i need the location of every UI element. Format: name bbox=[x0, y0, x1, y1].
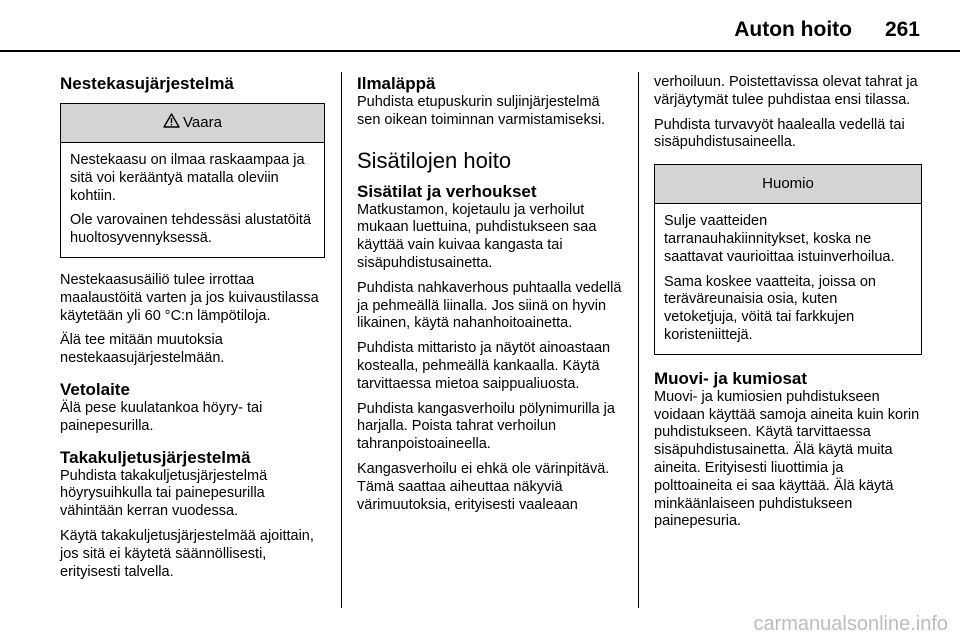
warning-box-title: Vaara bbox=[183, 114, 222, 132]
warning-box-body bbox=[61, 143, 324, 257]
note-paragraph: Sama koskee vaatteita, joissa on teräväreunaisia osia, kuten vetoketjuja, vöitä tai farkkujen koristeniittejä. bbox=[664, 273, 876, 343]
page-number: 261 bbox=[884, 18, 920, 41]
column-3 bbox=[654, 74, 922, 538]
column-2 bbox=[357, 74, 622, 521]
body-paragraph: Älä tee mitään muutoksia nestekaasujärjestelmään. bbox=[60, 332, 225, 367]
section-heading-nestekaasujarjestelma: Nestekasujärjestelmä bbox=[60, 74, 234, 93]
subheading-vetolaite: Vetolaite bbox=[60, 379, 130, 399]
body-paragraph: Puhdista kangasverhoilu pölynimurilla ja harjalla. Poista tahrat verhoilun tahranpoistoaineella. bbox=[357, 400, 615, 453]
note-box-title: Huomio bbox=[762, 175, 814, 193]
note-box-header bbox=[655, 165, 921, 204]
section-heading-sisatilojen-hoito: Sisätilojen hoito bbox=[357, 147, 512, 173]
subheading-ilmalappa: Ilmaläppä bbox=[357, 74, 436, 93]
body-paragraph: Älä pese kuulatankoa höyry- tai painepesurilla. bbox=[60, 399, 263, 434]
subheading-sisatilat: Sisätilat ja verhoukset bbox=[357, 181, 537, 201]
column-divider bbox=[638, 72, 639, 608]
note-paragraph: Sulje vaatteiden tarranauhakiinnitykset, koska ne saattavat vaurioittaa istuinverhoilua. bbox=[664, 213, 895, 265]
page-header bbox=[0, 0, 960, 60]
body-paragraph: Nestekaasusäiliö tulee irrottaa maalaustöitä varten ja jos kuivaustilassa käytetään yli 60 °C:n lämpötiloja. bbox=[60, 271, 319, 324]
warning-paragraph: Nestekaasu on ilmaa raskaampaa ja sitä voi kerääntyä matalla oleviin kohtiin. bbox=[70, 152, 305, 204]
header-rule bbox=[0, 50, 960, 52]
note-box bbox=[654, 164, 922, 355]
body-paragraph: Puhdista mittaristo ja näytöt ainoastaan kostealla, pehmeällä kankaalla. Käytä tarvittaessa mietoa saippualiuosta. bbox=[357, 340, 611, 392]
warning-triangle-icon bbox=[163, 113, 180, 133]
header-title: Auton hoito bbox=[734, 18, 852, 41]
warning-paragraph: Ole varovainen tehdessäsi alustatöitä huoltosyvennyksessä. bbox=[70, 212, 312, 247]
body-paragraph: Puhdista nahkaverhous puhtaalla vedellä ja pehmeällä liinalla. Jos siinä on hyvin likainen, käytä nahanhoitoainetta. bbox=[357, 279, 622, 332]
column-divider bbox=[341, 72, 342, 608]
note-box-body bbox=[655, 204, 921, 354]
watermark: carmanualsonline.info bbox=[753, 613, 948, 635]
body-paragraph: verhoiluun. Poistettavissa olevat tahrat ja värjäytymät tulee puhdistaa ensi tilassa. bbox=[654, 74, 918, 108]
body-paragraph: Käytä takakuljetusjärjestelmää ajoittain, jos sitä ei käytetä säännöllisesti, erityisesti talvella. bbox=[60, 527, 314, 580]
subheading-muovi-ja-kumiosat: Muovi- ja kumiosat bbox=[654, 368, 808, 388]
body-paragraph: Muovi- ja kumiosien puhdistukseen voidaan käyttää samoja aineita kuin korin puhdistukseen. Käytä tarvittaessa sisäpuhdistusainetta. Älä käytä muita aineita. Erityisesti liuottimia ja polttoaineita ei saa käyttää. Älä käytä minkäänlaiseen puhdistukseen painepesuria. bbox=[654, 388, 920, 530]
body-paragraph: Puhdista takakuljetusjärjestelmä höyrysuihkulla tai painepesurilla vähintään kerran vuodessa. bbox=[60, 467, 268, 520]
subheading-takakuljetusjarjestelma: Takakuljetusjärjestelmä bbox=[60, 447, 251, 467]
warning-box bbox=[60, 103, 325, 258]
body-paragraph: Puhdista etupuskurin suljinjärjestelmä sen oikean toiminnan varmistamiseksi. bbox=[357, 94, 606, 128]
body-paragraph: Matkustamon, kojetaulu ja verhoilut mukaan luettuina, puhdistukseen saa käyttää vain kuivaa kangasta tai sisäpuhdistusainetta. bbox=[357, 201, 597, 271]
warning-box-header bbox=[61, 104, 324, 143]
body-paragraph: Kangasverhoilu ei ehkä ole värinpitävä. Tämä saattaa aiheuttaa näkyviä värimuutoksia, erityisesti vaaleaan bbox=[357, 460, 610, 513]
body-paragraph: Puhdista turvavyöt haalealla vedellä tai sisäpuhdistusaineella. bbox=[654, 116, 905, 151]
column-1 bbox=[60, 74, 325, 588]
